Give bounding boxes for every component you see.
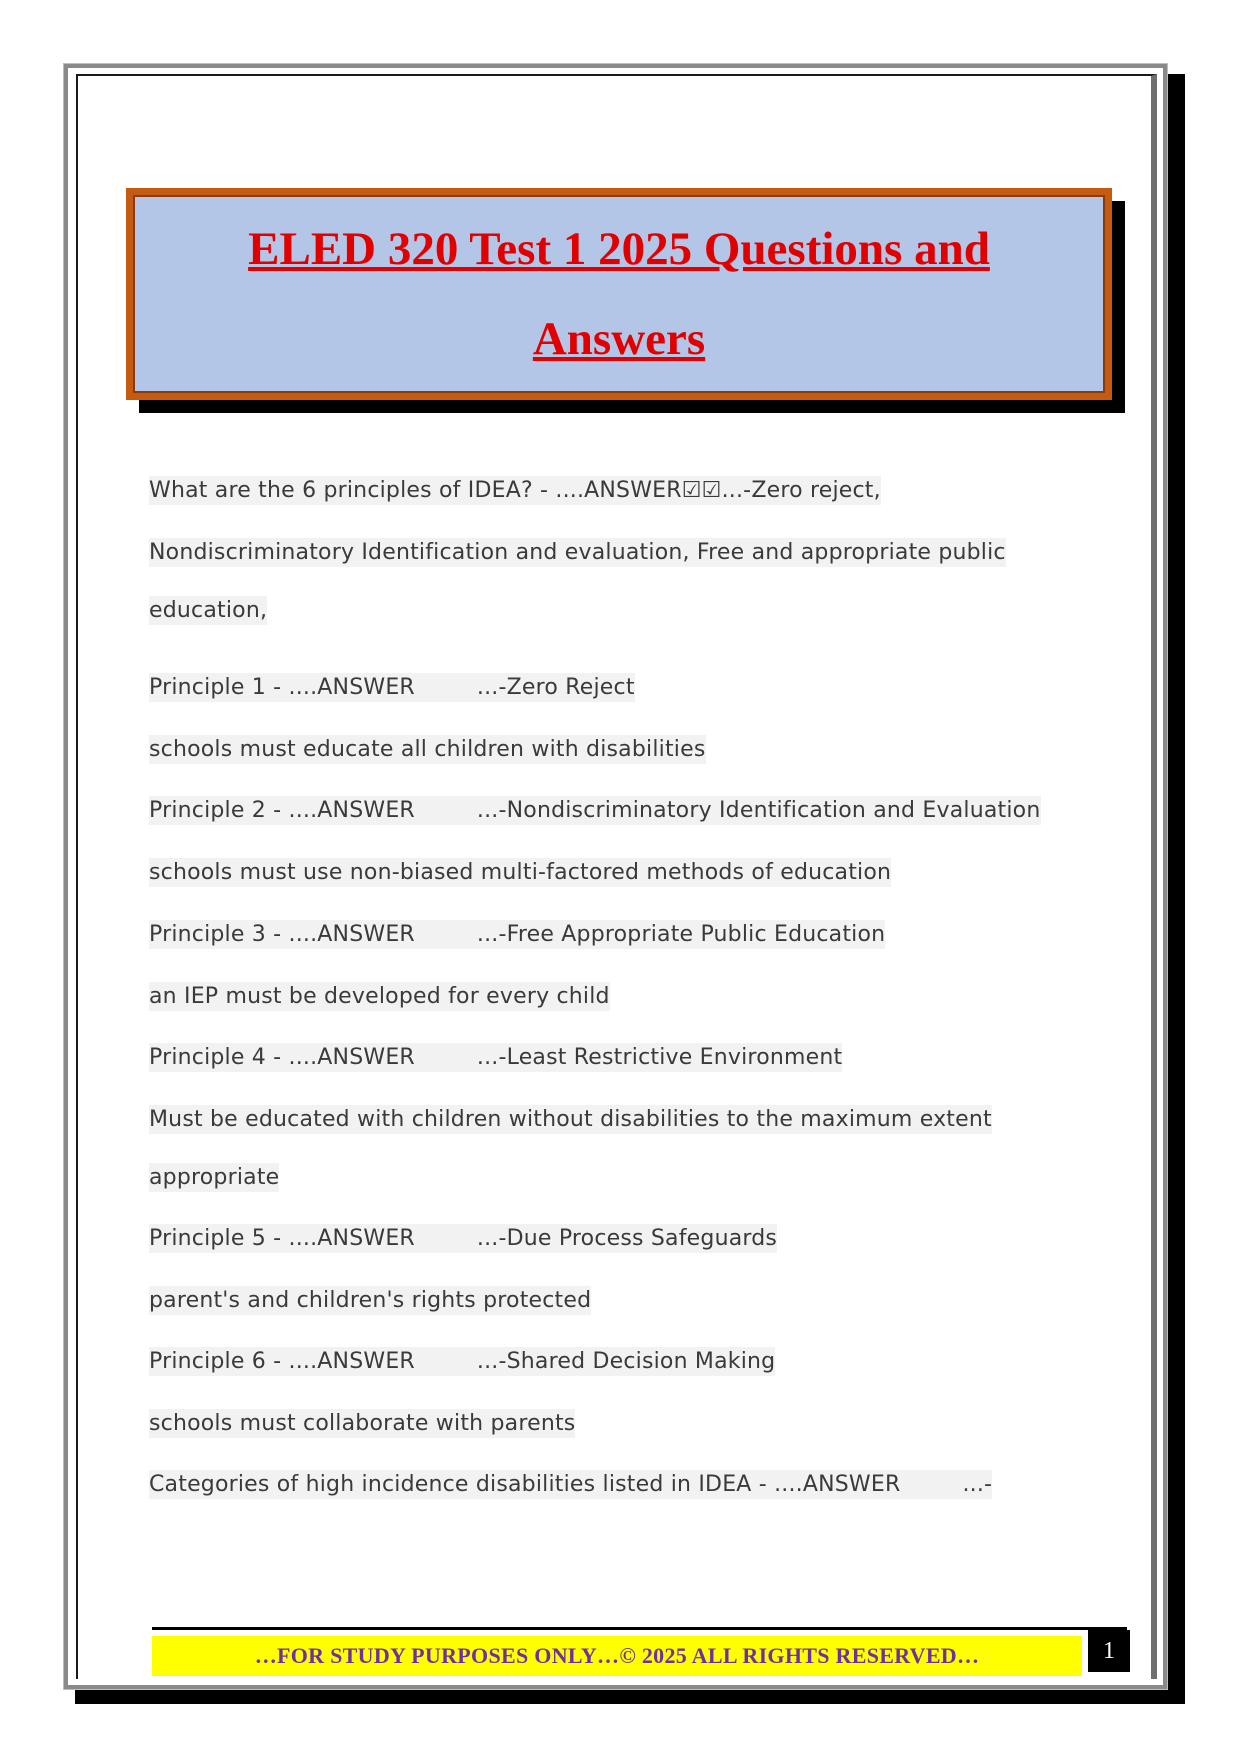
page-number: 1	[1088, 1630, 1130, 1672]
body-line	[149, 1165, 279, 1190]
body-line	[149, 598, 267, 623]
principle-label: Principle 6 - ....ANSWER	[149, 1349, 415, 1374]
question-answer: ...-	[962, 1472, 993, 1497]
footer-band	[152, 1636, 1082, 1676]
body-line	[149, 1288, 591, 1313]
principle-line	[149, 1226, 777, 1251]
body-line-text: schools must educate all children with disabilities	[149, 737, 706, 762]
body-line-text: appropriate	[149, 1165, 280, 1190]
principle-line	[149, 798, 1041, 823]
principle-answer: ...-Shared Decision Making	[476, 1349, 776, 1374]
footer-copyright: …FOR STUDY PURPOSES ONLY…© 2025 ALL RIGHTS RESERVED…	[254, 1643, 980, 1668]
principle-label: Principle 1 - ....ANSWER	[149, 675, 415, 700]
body-line-text: Nondiscriminatory Identification and evaluation, Free and appropriate public	[149, 540, 1006, 565]
footer-rule	[152, 1627, 1127, 1630]
principle-label: Principle 3 - ....ANSWER	[149, 922, 415, 947]
body-line-text: an IEP must be developed for every child	[149, 984, 610, 1009]
body-line	[149, 1411, 575, 1436]
body-line-text: Must be educated with children without disabilities to the maximum extent	[149, 1107, 992, 1132]
document-title-line-1: ELED 320 Test 1 2025 Questions and	[248, 223, 990, 275]
body-line-text: education,	[149, 598, 268, 623]
question-line	[149, 1472, 992, 1497]
body-line	[149, 860, 891, 885]
body-line	[149, 984, 610, 1009]
principle-line	[149, 675, 635, 700]
body-line-text: What are the 6 principles of IDEA? - ....ANSWER☑☑...-Zero reject,	[149, 478, 881, 503]
principle-line	[149, 1349, 775, 1374]
body-line-text: schools must collaborate with parents	[149, 1411, 576, 1436]
document-title-line-2: Answers	[532, 313, 706, 365]
body-line	[149, 478, 881, 503]
body-line-text: parent's and children's rights protected	[149, 1288, 592, 1313]
title-box	[126, 188, 1112, 400]
body-line	[149, 1107, 992, 1132]
principle-line	[149, 922, 885, 947]
principle-label: Principle 5 - ....ANSWER	[149, 1226, 415, 1251]
question-label: Categories of high incidence disabilities listed in IDEA - ....ANSWER	[149, 1472, 901, 1497]
body-line	[149, 737, 706, 762]
principle-answer: ...-Nondiscriminatory Identification and Evaluation	[476, 798, 1041, 823]
body-line-text: schools must use non-biased multi-factored methods of education	[149, 860, 892, 885]
principle-answer: ...-Zero Reject	[476, 675, 635, 700]
principle-answer: ...-Due Process Safeguards	[476, 1226, 778, 1251]
principle-line	[149, 1045, 842, 1070]
principle-answer: ...-Free Appropriate Public Education	[476, 922, 886, 947]
principle-answer: ...-Least Restrictive Environment	[476, 1045, 843, 1070]
principle-label: Principle 2 - ....ANSWER	[149, 798, 415, 823]
principle-label: Principle 4 - ....ANSWER	[149, 1045, 415, 1070]
body-line	[149, 540, 1006, 565]
